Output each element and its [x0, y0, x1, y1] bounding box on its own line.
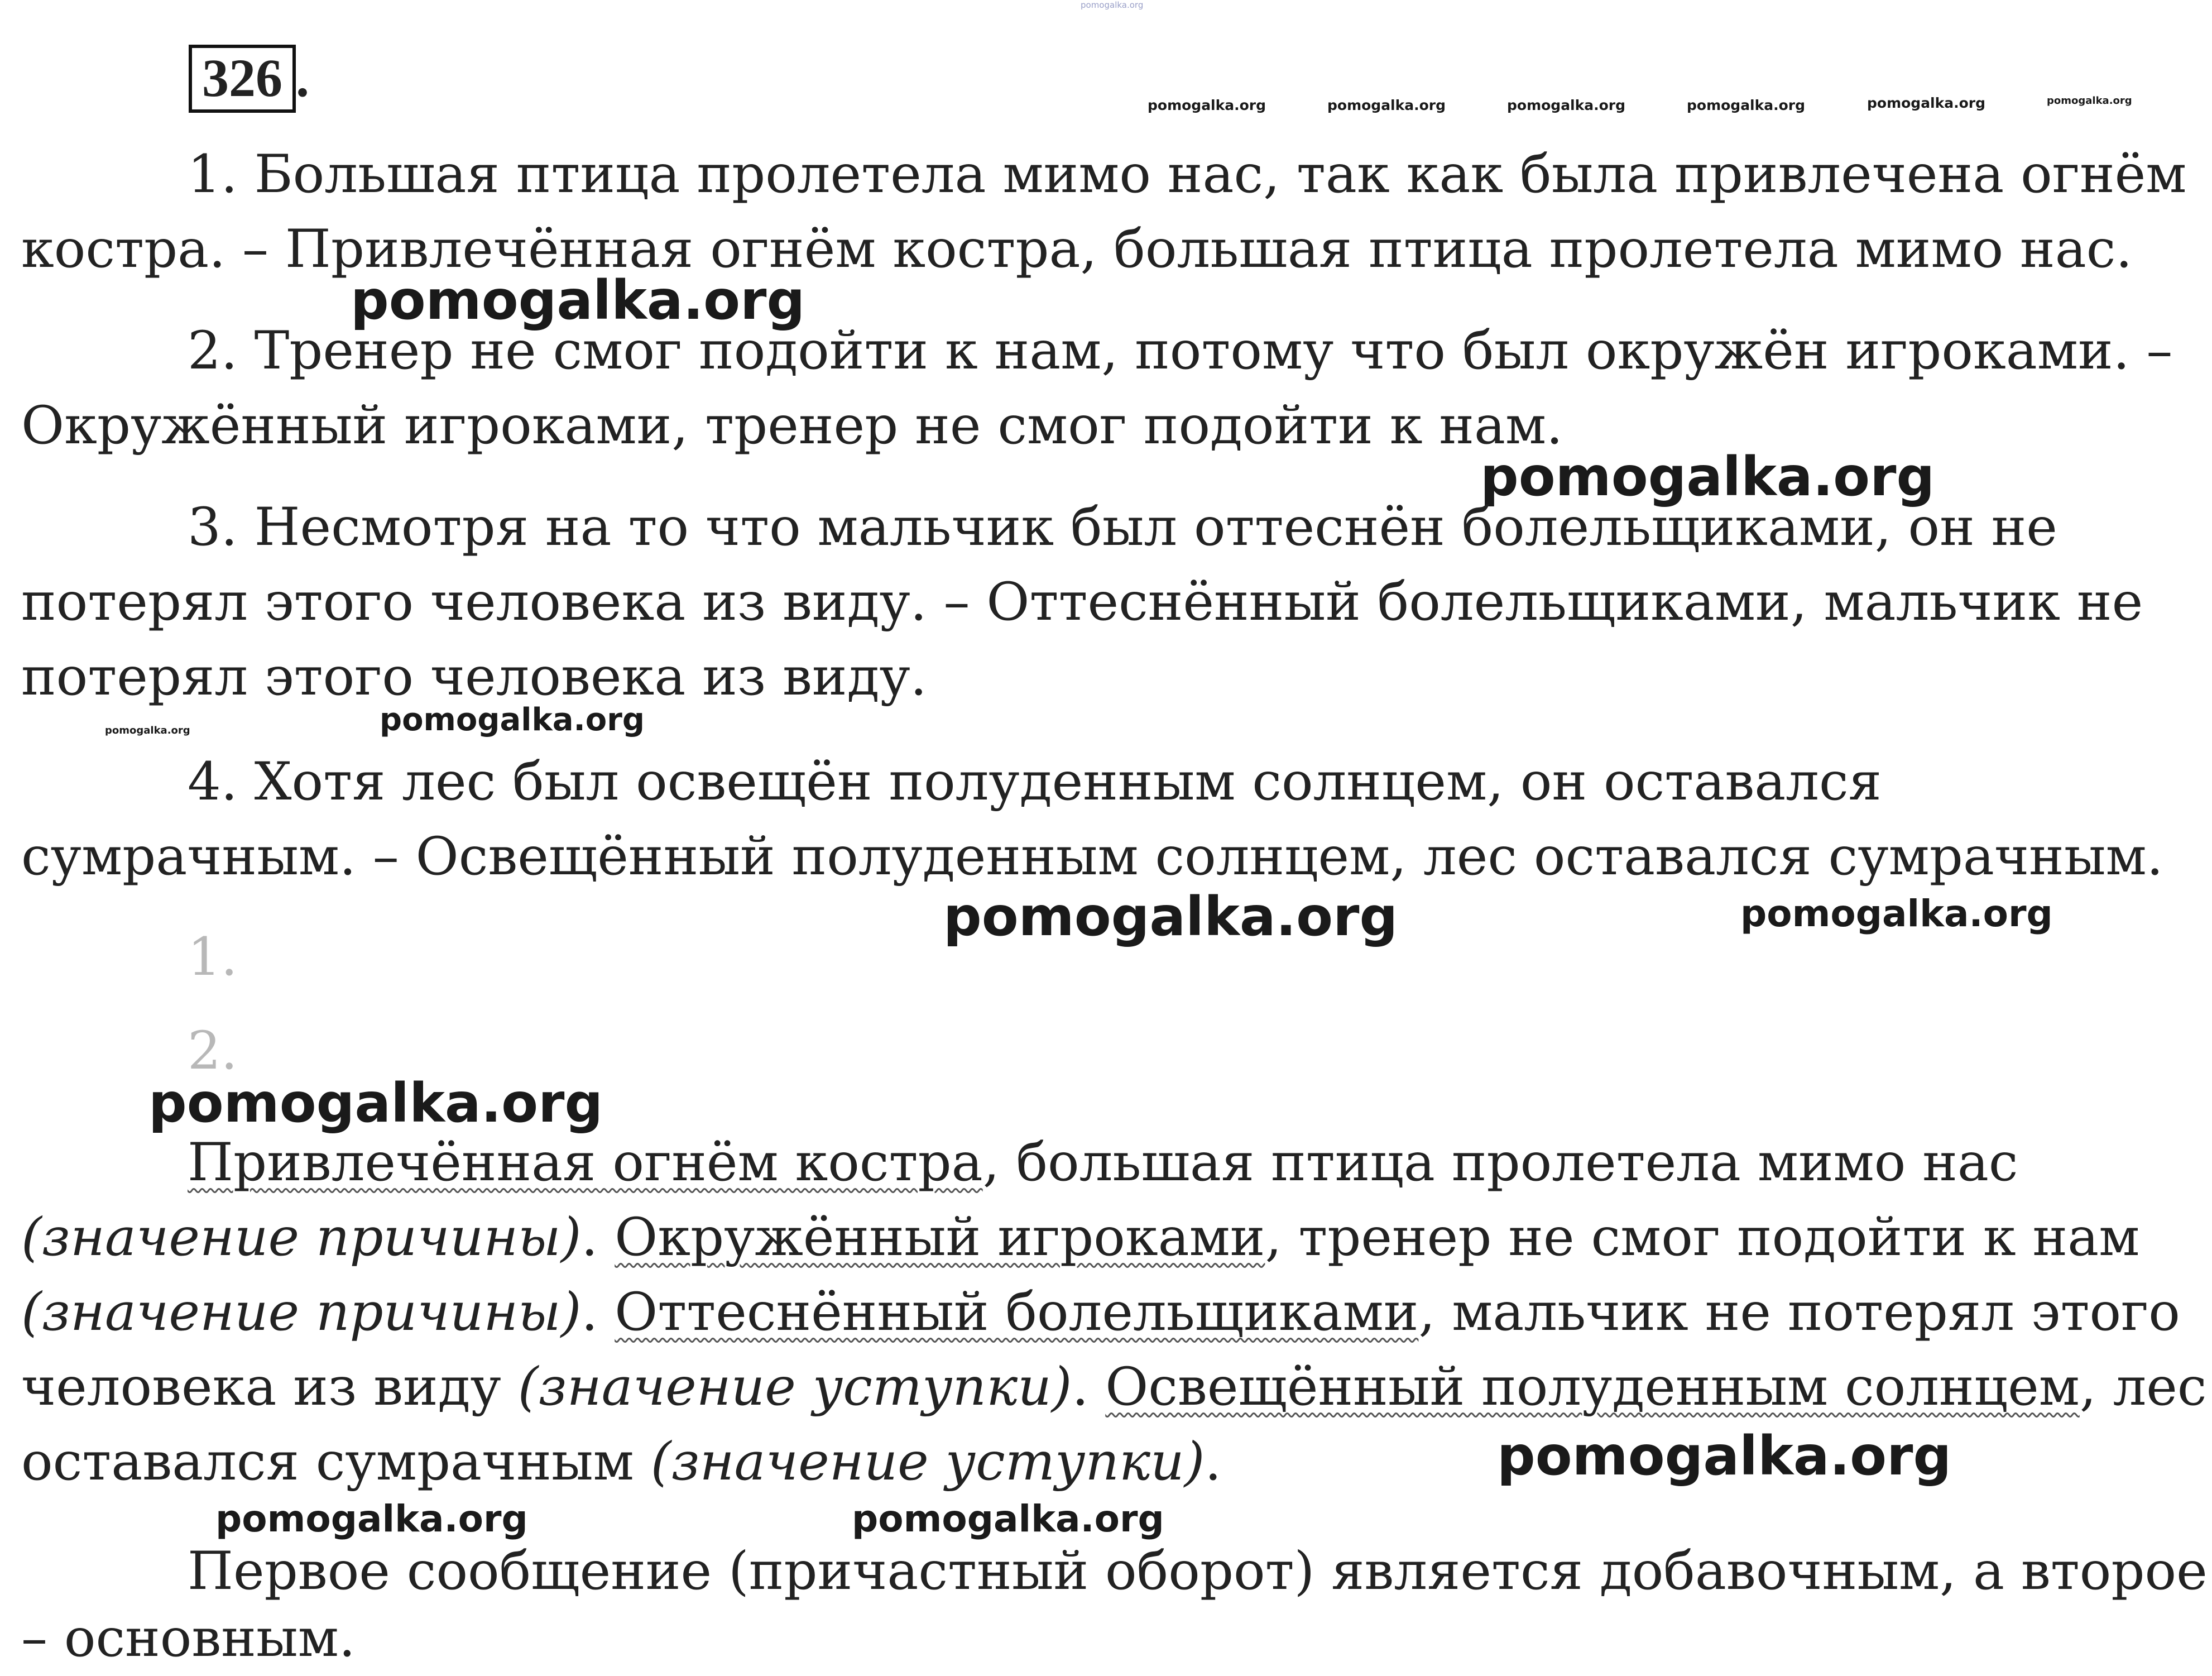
text-line: Привлечённая огнём костра, большая птица пролетела мимо нас — [188, 1132, 2018, 1193]
task-number — [189, 45, 309, 113]
task-number-dot: . — [296, 48, 309, 108]
list-number: 2. — [188, 1021, 238, 1081]
watermark: pomogalka.org — [1497, 1425, 1952, 1487]
watermark: pomogalka.org — [105, 725, 190, 736]
watermark: pomogalka.org — [1327, 97, 1446, 113]
text-line: потерял этого человека из виду. — [21, 647, 927, 707]
text-line: 2. Тренер не смог подойти к нам, потому что был окружён игроками. – — [188, 320, 2173, 381]
list-number: 1. — [188, 927, 238, 988]
text-line: человека из виду (значение уступки). Освещённый полуденным солнцем, лес — [21, 1357, 2207, 1418]
text-line: оставался сумрачным (значение уступки). — [21, 1431, 1222, 1492]
text-line: сумрачным. – Освещённый полуденным солнцем, лес оставался сумрачным. — [21, 826, 2163, 887]
participle-phrase: Привлечённая огнём костра — [188, 1132, 983, 1193]
watermark: pomogalka.org — [1480, 446, 1935, 508]
meaning-note: (значение причины) — [21, 1207, 582, 1268]
text-line: Окружённый игроками, тренер не смог подойти к нам. — [21, 395, 1563, 456]
text-line: 4. Хотя лес был освещён полуденным солнцем, он оставался — [188, 751, 1882, 812]
watermark: pomogalka.org — [380, 702, 645, 738]
watermark: pomogalka.org — [351, 269, 805, 332]
watermark: pomogalka.org — [1148, 97, 1266, 113]
text-line: костра. – Привлечённая огнём костра, большая птица пролетела мимо нас. — [21, 219, 2133, 280]
watermark: pomogalka.org — [852, 1497, 1164, 1540]
watermark: pomogalka.org — [2047, 95, 2132, 107]
watermark: pomogalka.org — [1867, 95, 1986, 111]
watermark: pomogalka.org — [1507, 97, 1626, 113]
text-line: потерял этого человека из виду. – Оттеснённый болельщиками, мальчик не — [21, 572, 2143, 633]
text-line: 3. Несмотря на то что мальчик был оттеснён болельщиками, он не — [188, 497, 2057, 558]
text-line: – основным. — [21, 1608, 356, 1669]
meaning-note: (значение уступки) — [650, 1431, 1205, 1492]
text-line: Первое сообщение (причастный оборот) является добавочным, а второе — [188, 1541, 2208, 1602]
participle-phrase: Оттеснённый болельщиками — [615, 1282, 1419, 1343]
watermark: pomogalka.org — [1740, 892, 2053, 935]
watermark: pomogalka.org — [1081, 0, 1144, 10]
meaning-note: (значение причины) — [21, 1282, 582, 1343]
participle-phrase: Освещённый полуденным солнцем — [1105, 1357, 2080, 1418]
text-line: (значение причины). Окружённый игроками, тренер не смог подойти к нам — [21, 1207, 2140, 1268]
text-line: 1. Большая птица пролетела мимо нас, так как была привлечена огнём — [188, 144, 2187, 205]
participle-phrase: Окружённый игроками — [615, 1207, 1265, 1268]
meaning-note: (значение уступки) — [517, 1357, 1072, 1418]
task-number-box: 326 — [189, 45, 296, 113]
watermark: pomogalka.org — [148, 1072, 603, 1134]
watermark: pomogalka.org — [215, 1497, 528, 1540]
watermark: pomogalka.org — [1687, 97, 1806, 113]
text-line: (значение причины). Оттеснённый болельщиками, мальчик не потерял этого — [21, 1282, 2180, 1343]
watermark: pomogalka.org — [943, 885, 1398, 948]
